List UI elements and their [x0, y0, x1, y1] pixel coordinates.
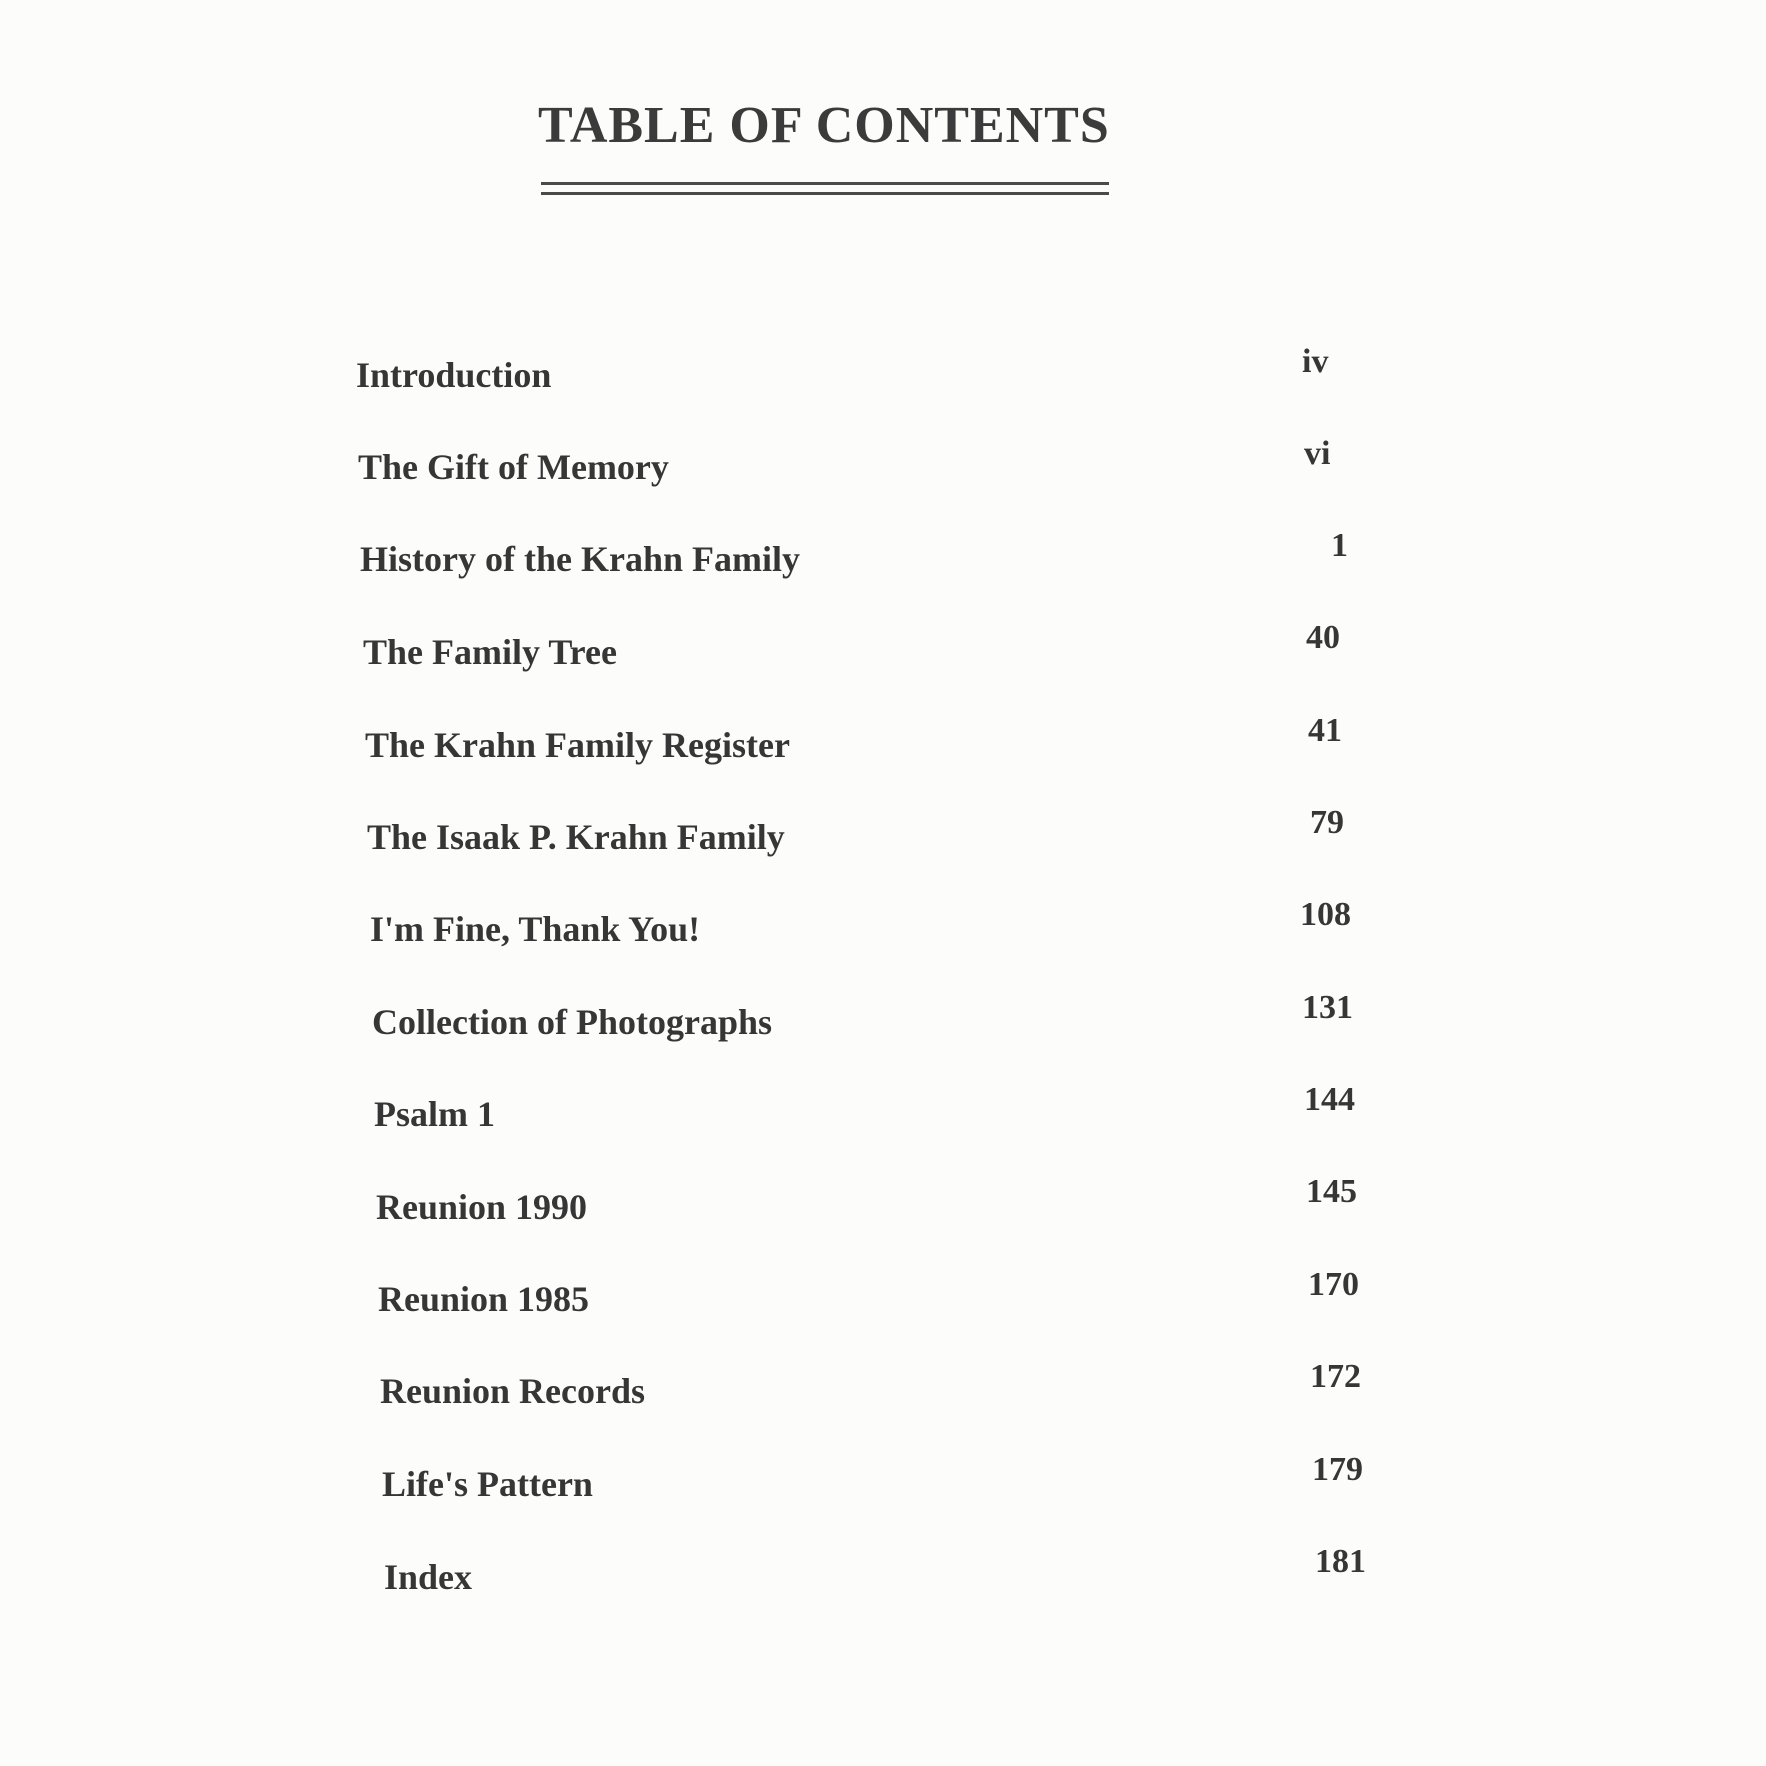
toc-entry-label: Life's Pattern	[382, 1464, 593, 1504]
toc-entry-page: 79	[1310, 804, 1344, 841]
toc-entry-page: 144	[1304, 1081, 1355, 1118]
toc-entry-page: 1	[1331, 527, 1348, 564]
title-underline-bottom	[541, 192, 1109, 195]
toc-entry-page: 172	[1310, 1358, 1361, 1395]
toc-entry-page: 41	[1308, 712, 1342, 749]
toc-entry-label: The Gift of Memory	[358, 447, 669, 487]
page-title: TABLE OF CONTENTS	[538, 97, 1110, 154]
toc-entry-page: vi	[1304, 435, 1331, 472]
toc-entry-page: 170	[1308, 1266, 1359, 1303]
toc-entry-page: 108	[1300, 896, 1351, 933]
toc-entry-label: Reunion 1990	[376, 1187, 588, 1227]
toc-entry-label: The Krahn Family Register	[365, 725, 790, 765]
toc-entry-label: Reunion 1985	[378, 1279, 590, 1319]
toc-entry-page: 181	[1315, 1543, 1366, 1580]
toc-entry-label: The Family Tree	[363, 632, 617, 672]
toc-entry-page: 179	[1312, 1451, 1363, 1488]
toc-entry-label: History of the Krahn Family	[360, 539, 800, 579]
toc-entry-label: Index	[384, 1557, 473, 1597]
toc-entry-page: 131	[1302, 989, 1353, 1026]
toc-entry-page: 40	[1306, 619, 1340, 656]
toc-entry-label: Psalm 1	[374, 1094, 495, 1134]
toc-entry-page: 145	[1306, 1173, 1357, 1210]
toc-entry-label: The Isaak P. Krahn Family	[367, 817, 785, 857]
toc-entry-label: Collection of Photographs	[372, 1002, 772, 1042]
toc-entry-label: I'm Fine, Thank You!	[370, 909, 701, 949]
title-underline-top	[541, 182, 1109, 185]
toc-entry-label: Introduction	[356, 355, 552, 395]
toc-entry-page: iv	[1302, 343, 1329, 380]
toc-entry-label: Reunion Records	[380, 1371, 646, 1411]
